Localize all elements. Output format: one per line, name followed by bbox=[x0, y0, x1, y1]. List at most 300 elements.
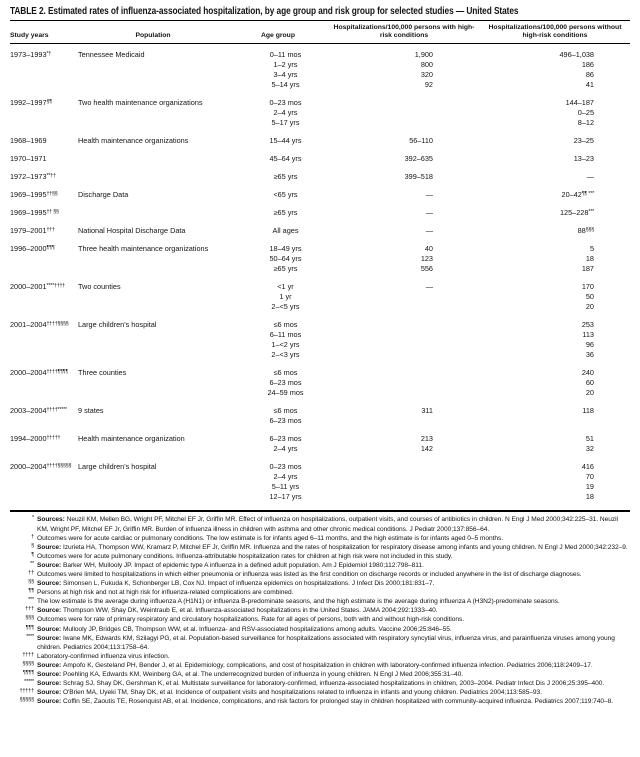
cell-study-years: 1973–1993*† bbox=[10, 50, 52, 60]
footnote-text: Source: Izurieta HA, Thompson WW, Kramarz P, Mitchel EF Jr, Griffin MR. Influenza and the rates of hospitalization for respiratory disease among infants and young children. N Engl J Med 2000;342:232–9. bbox=[37, 543, 628, 551]
footnote-text: Outcomes were limited to hospitalizations in which either pneumonia or influenza was listed as the first condition on discharge records or included anywhere in the list of discharge diagnoses. bbox=[37, 570, 582, 578]
cell-population bbox=[78, 340, 228, 350]
cell-population bbox=[78, 108, 228, 118]
table-row bbox=[10, 482, 630, 492]
cell-age-group: 1–2 yrs bbox=[273, 60, 298, 70]
footnote-marker-ref: ††††¶¶¶¶ bbox=[46, 369, 69, 376]
cell-age-group: 0–23 mos bbox=[269, 98, 302, 108]
cell-population bbox=[78, 378, 228, 388]
table-row bbox=[10, 472, 630, 482]
footnote-marker: ¶¶¶ bbox=[25, 624, 34, 631]
cell-population: Discharge Data bbox=[78, 190, 129, 200]
cell-rate-without-high-risk: 20 bbox=[585, 302, 594, 312]
cell-study-years: 2003–2004††††***** bbox=[10, 406, 67, 416]
cell-population: Large children's hospital bbox=[78, 320, 157, 330]
footnote-marker: §§§§ bbox=[22, 660, 34, 667]
footnote-marker: § bbox=[31, 542, 34, 549]
cell-rate-without-high-risk: 0–25 bbox=[577, 108, 594, 118]
footnote-text: Source: Mullooly JP, Bridges CB, Thompson WW, et al. Influenza- and RSV-associated hospitalizations among adults. Vaccine 2006;25:846–55. bbox=[37, 625, 452, 633]
cell-study-years bbox=[10, 264, 78, 274]
footnote-marker: ¶¶ bbox=[28, 588, 34, 595]
cell-study-years bbox=[10, 340, 78, 350]
cell-rate-without-high-risk: 20–42¶¶ *** bbox=[561, 190, 594, 200]
cell-study-years bbox=[10, 482, 78, 492]
cell-age-group: ≥65 yrs bbox=[273, 172, 298, 182]
cell-rate-without-high-risk: 20 bbox=[585, 388, 594, 398]
cell-age-group: 1 yr bbox=[279, 292, 292, 302]
cell-rate-high-risk bbox=[343, 118, 473, 128]
cell-age-group: 3–4 yrs bbox=[273, 70, 298, 80]
table-row bbox=[10, 350, 630, 360]
footnote bbox=[10, 588, 630, 597]
table-row bbox=[10, 60, 630, 70]
footnote-marker-ref: *† bbox=[46, 51, 52, 58]
cell-age-group: 1–<2 yrs bbox=[271, 340, 300, 350]
cell-rate-high-risk bbox=[343, 340, 473, 350]
cell-rate-without-high-risk: 88§§§ bbox=[577, 226, 594, 236]
cell-population bbox=[78, 350, 228, 360]
cell-rate-without-high-risk: 240 bbox=[581, 368, 594, 378]
footnote bbox=[10, 552, 630, 561]
cell-rate-high-risk bbox=[343, 462, 473, 472]
cell-rate-high-risk: 123 bbox=[420, 254, 433, 264]
cell-study-years bbox=[10, 254, 78, 264]
footnote-text: Source: O'Brien MA, Uyeki TM, Shay DK, et al. Incidence of outpatient visits and hospitalizations related to influenza in infants and young children. Pediatrics 2004;113:585–93. bbox=[37, 689, 542, 697]
cell-age-group: ≤6 mos bbox=[273, 406, 298, 416]
table-row bbox=[10, 340, 630, 350]
cell-rate-high-risk bbox=[343, 388, 473, 398]
study-group bbox=[10, 320, 630, 360]
header-rate-high-risk: Hospitalizations/100,000 persons with high-risk conditions bbox=[333, 24, 475, 40]
cell-study-years: 1970–1971 bbox=[10, 154, 47, 164]
table-row bbox=[10, 244, 630, 254]
table-title: TABLE 2. Estimated rates of influenza-associated hospitalization, by age group and risk group for selected studies — United States bbox=[10, 6, 519, 17]
footnotes bbox=[10, 515, 630, 706]
cell-age-group: 2–4 yrs bbox=[273, 108, 298, 118]
cell-population bbox=[78, 472, 228, 482]
cell-population bbox=[78, 292, 228, 302]
cell-rate-high-risk: 311 bbox=[421, 406, 433, 416]
cell-age-group: 6–23 mos bbox=[269, 416, 302, 426]
cell-population bbox=[78, 492, 228, 502]
cell-rate-without-high-risk: 416 bbox=[581, 462, 594, 472]
cell-rate-without-high-risk: 496–1,038 bbox=[559, 50, 594, 60]
cell-population: Two counties bbox=[78, 282, 121, 292]
cell-rate-high-risk bbox=[343, 368, 473, 378]
cell-study-years bbox=[10, 350, 78, 360]
cell-rate-high-risk bbox=[343, 472, 473, 482]
footnote-marker-ref: §§§ bbox=[585, 227, 594, 234]
footnote-text: Source: Schrag SJ, Shay DK, Gershman K, et al. Multistate surveillance for laboratory-confirmed, influenza-associated hospitalizations in children, 2003–2004. Pediatr Infect Dis J 2006;25:395–400. bbox=[37, 680, 605, 688]
cell-population bbox=[78, 70, 228, 80]
table-row bbox=[10, 136, 630, 146]
cell-rate-high-risk: 556 bbox=[420, 264, 433, 274]
cell-rate-without-high-risk: 8–12 bbox=[577, 118, 594, 128]
cell-rate-without-high-risk: 113 bbox=[582, 330, 594, 340]
cell-age-group: 5–14 yrs bbox=[271, 80, 300, 90]
footnote bbox=[10, 688, 630, 697]
cell-rate-high-risk: 399–518 bbox=[404, 172, 433, 182]
cell-rate-without-high-risk: 51 bbox=[585, 434, 594, 444]
cell-study-years: 1994–2000††††† bbox=[10, 434, 61, 444]
cell-age-group: 45–64 yrs bbox=[269, 154, 302, 164]
cell-study-years: 1979–2001††† bbox=[10, 226, 55, 236]
cell-rate-without-high-risk: 50 bbox=[585, 292, 594, 302]
cell-rate-without-high-risk: 144–187 bbox=[565, 98, 594, 108]
footnote bbox=[10, 534, 630, 543]
cell-age-group: 15–44 yrs bbox=[269, 136, 302, 146]
footnote-marker: *** bbox=[28, 597, 34, 604]
cell-rate-high-risk: 320 bbox=[420, 70, 433, 80]
cell-age-group: ≤6 mos bbox=[273, 368, 298, 378]
cell-study-years: 1996–2000¶¶¶ bbox=[10, 244, 55, 254]
cell-study-years bbox=[10, 118, 78, 128]
cell-population bbox=[78, 80, 228, 90]
cell-population bbox=[78, 482, 228, 492]
cell-rate-without-high-risk: 13–23 bbox=[573, 154, 594, 164]
footnote-marker: ***** bbox=[24, 679, 34, 686]
header-age-group: Age group bbox=[261, 32, 295, 40]
cell-study-years: 1969–1995††§§ bbox=[10, 190, 58, 200]
footnote-text: Persons at high risk and not at high risk for influenza-related complications are combined. bbox=[37, 589, 294, 597]
cell-study-years: 2001–2004††††§§§§ bbox=[10, 320, 69, 330]
footnote-text: Source: Thompson WW, Shay DK, Weintraub E, et al. Influenza-associated hospitalizations in the United States. JAMA 2004;292:1333–40. bbox=[37, 607, 438, 615]
cell-rate-without-high-risk: 5 bbox=[589, 244, 594, 254]
cell-study-years bbox=[10, 70, 78, 80]
footnote bbox=[10, 543, 630, 552]
cell-study-years bbox=[10, 378, 78, 388]
table-row bbox=[10, 406, 630, 416]
study-group bbox=[10, 172, 630, 182]
cell-rate-high-risk bbox=[343, 492, 473, 502]
cell-age-group: <1 yr bbox=[277, 282, 294, 292]
cell-population: Three health maintenance organizations bbox=[78, 244, 209, 254]
footnote-text: Source: Ampofo K, Gesteland PH, Bender J, et al. Epidemiology, complications, and cost of hospitalization in children with laboratory-confirmed influenza infection. Pediatrics 2006;118:2409–17. bbox=[37, 661, 593, 669]
cell-population bbox=[78, 254, 228, 264]
footnote-marker-ref: **†† bbox=[46, 173, 56, 180]
footnote bbox=[10, 634, 630, 652]
footnote bbox=[10, 561, 630, 570]
footnote-marker: §§ bbox=[28, 579, 34, 586]
cell-study-years: 1992–1997§¶ bbox=[10, 98, 52, 108]
footnote-rule bbox=[10, 510, 630, 512]
study-group bbox=[10, 406, 630, 426]
cell-age-group: 18–49 yrs bbox=[269, 244, 302, 254]
footnote-marker: * bbox=[32, 515, 34, 522]
cell-rate-high-risk: 142 bbox=[420, 444, 433, 454]
table-row bbox=[10, 282, 630, 292]
cell-age-group: 2–<5 yrs bbox=[271, 302, 300, 312]
cell-population bbox=[78, 330, 228, 340]
footnote-text: Source: Barker WH, Mullooly JP. Impact of epidemic type A influenza in a defined adult population. Am J Epidemiol 1980;112:798–811. bbox=[37, 561, 424, 569]
table-row bbox=[10, 292, 630, 302]
footnote-marker-ref: ††§§ bbox=[46, 191, 58, 198]
cell-age-group: 0–23 mos bbox=[269, 462, 302, 472]
footnote-marker: †††† bbox=[22, 651, 34, 658]
footnote-marker-ref: ††††***** bbox=[46, 407, 67, 414]
footnote-marker: ** bbox=[30, 560, 34, 567]
footnote bbox=[10, 570, 630, 579]
footnote-marker-ref: §¶ bbox=[46, 99, 52, 106]
footnote-marker: ¶¶¶¶ bbox=[22, 670, 34, 676]
cell-rate-without-high-risk: 60 bbox=[585, 378, 594, 388]
cell-study-years bbox=[10, 60, 78, 70]
study-group bbox=[10, 282, 630, 312]
footnote bbox=[10, 625, 630, 634]
cell-rate-high-risk: 56–110 bbox=[409, 136, 433, 146]
cell-population bbox=[78, 416, 228, 426]
cell-age-group: 50–64 yrs bbox=[269, 254, 302, 264]
study-group bbox=[10, 50, 630, 90]
cell-age-group: 5–17 yrs bbox=[271, 118, 300, 128]
footnote bbox=[10, 579, 630, 588]
cell-rate-without-high-risk: 125–228*** bbox=[559, 208, 594, 218]
cell-rate-high-risk bbox=[343, 350, 473, 360]
footnote-marker: †† bbox=[28, 569, 34, 576]
cell-rate-high-risk bbox=[343, 320, 473, 330]
footnote-marker: §§§ bbox=[25, 615, 34, 622]
cell-age-group: 2–4 yrs bbox=[273, 472, 298, 482]
cell-age-group: 6–11 mos bbox=[269, 330, 302, 340]
table-row bbox=[10, 264, 630, 274]
footnote bbox=[10, 652, 630, 661]
table-row bbox=[10, 388, 630, 398]
footnote-marker: † bbox=[31, 533, 34, 540]
cell-rate-high-risk bbox=[343, 416, 473, 426]
footnote bbox=[10, 670, 630, 679]
cell-population bbox=[78, 444, 228, 454]
footnote-text: Outcomes were for acute pulmonary conditions. Influenza-attributable hospitalization rates for children at high risk were not included in this study. bbox=[37, 552, 453, 560]
table-row bbox=[10, 98, 630, 108]
footnote-marker-ref: ****†††† bbox=[46, 283, 65, 290]
cell-rate-without-high-risk: 41 bbox=[585, 80, 594, 90]
cell-age-group: 2–4 yrs bbox=[273, 444, 298, 454]
footnote-marker: ¶ bbox=[31, 551, 34, 558]
cell-rate-without-high-risk: 118 bbox=[582, 406, 594, 416]
cell-rate-without-high-risk: — bbox=[586, 172, 594, 182]
cell-rate-high-risk bbox=[343, 302, 473, 312]
study-group bbox=[10, 190, 630, 200]
cell-rate-high-risk: 800 bbox=[420, 60, 433, 70]
footnote-marker-ref: ††† bbox=[46, 227, 55, 234]
table-row bbox=[10, 226, 630, 236]
footnote-text: Source: Iwane MK, Edwards KM, Szilagyi PG, et al. Population-based surveillance for hospitalizations associated with respiratory syncytial virus, influenza virus, and parainfluenza viruses among young children. Pediatrics 2004;113:1758–64. bbox=[37, 634, 615, 651]
cell-rate-high-risk bbox=[343, 330, 473, 340]
cell-rate-high-risk: 1,900 bbox=[414, 50, 433, 60]
footnote-marker: **** bbox=[26, 633, 34, 640]
cell-rate-without-high-risk: 18 bbox=[585, 254, 594, 264]
table-row bbox=[10, 302, 630, 312]
cell-rate-without-high-risk: 186 bbox=[581, 60, 594, 70]
table-row bbox=[10, 208, 630, 218]
cell-age-group: 12–17 yrs bbox=[269, 492, 302, 502]
cell-population: Two health maintenance organizations bbox=[78, 98, 203, 108]
footnote-marker-ref: ¶¶ *** bbox=[581, 191, 594, 198]
cell-study-years bbox=[10, 472, 78, 482]
footnote-text: Sources: Neuzil KM, Mellen BG, Wright PF, Mitchel EF Jr, Griffin MR. Effect of influenza on hospitalizations, outpatient visits, and courses of antibiotics in children. N Engl J Med 2000;342:225–31. Neuzil KM, Wright PF, Mitchel EF Jr, Griffin MR. Burden of influenza illness in children with asthma and other chronic medical conditions. J Pediatr 2000;137:856–64. bbox=[37, 516, 618, 533]
footnote bbox=[10, 597, 630, 606]
footnote bbox=[10, 615, 630, 624]
table-row bbox=[10, 172, 630, 182]
table-header-row bbox=[10, 21, 630, 43]
cell-rate-high-risk: 392–635 bbox=[404, 154, 433, 164]
table-row bbox=[10, 118, 630, 128]
cell-study-years bbox=[10, 492, 78, 502]
table-row bbox=[10, 330, 630, 340]
cell-population: National Hospital Discharge Data bbox=[78, 226, 186, 236]
table-row bbox=[10, 154, 630, 164]
cell-population bbox=[78, 208, 228, 218]
study-group bbox=[10, 368, 630, 398]
footnote-marker-ref: ††††§§§§§ bbox=[46, 463, 72, 470]
cell-age-group: All ages bbox=[272, 226, 299, 236]
study-group bbox=[10, 154, 630, 164]
cell-rate-high-risk: — bbox=[425, 282, 433, 292]
cell-rate-high-risk bbox=[343, 482, 473, 492]
cell-population: Health maintenance organization bbox=[78, 434, 185, 444]
cell-population bbox=[78, 302, 228, 312]
cell-population: Large children's hospital bbox=[78, 462, 157, 472]
cell-rate-high-risk bbox=[343, 378, 473, 388]
cell-study-years bbox=[10, 302, 78, 312]
table-row bbox=[10, 80, 630, 90]
cell-rate-without-high-risk: 36 bbox=[585, 350, 594, 360]
table-row bbox=[10, 444, 630, 454]
table-body bbox=[10, 44, 630, 502]
cell-population bbox=[78, 154, 228, 164]
cell-study-years: 2000–2001****†††† bbox=[10, 282, 65, 292]
cell-population bbox=[78, 60, 228, 70]
cell-rate-high-risk: 40 bbox=[424, 244, 433, 254]
study-group bbox=[10, 98, 630, 128]
cell-rate-without-high-risk: 18 bbox=[585, 492, 594, 502]
cell-age-group: 5–11 yrs bbox=[271, 482, 300, 492]
footnote-marker: ††††† bbox=[19, 688, 34, 695]
cell-study-years: 1968–1969 bbox=[10, 136, 47, 146]
cell-rate-without-high-risk bbox=[473, 416, 630, 426]
header-population: Population bbox=[135, 32, 171, 40]
footnote-marker-ref: ††††§§§§ bbox=[46, 321, 69, 328]
cell-age-group: ≥65 yrs bbox=[273, 264, 298, 274]
footnote-text: Source: Simonsen L, Fukuda K, Schonberger LB, Cox NJ. Impact of influenza epidemics on hospitalizations. J Infect Dis 2000;181:831–7. bbox=[37, 580, 435, 588]
footnote-marker-ref: †† §§ bbox=[46, 209, 59, 216]
cell-rate-without-high-risk: 19 bbox=[585, 482, 594, 492]
cell-population: Three counties bbox=[78, 368, 127, 378]
study-group bbox=[10, 136, 630, 146]
cell-rate-high-risk: — bbox=[425, 226, 433, 236]
cell-study-years: 1972–1973**†† bbox=[10, 172, 56, 182]
footnote-marker-ref: *** bbox=[588, 209, 594, 216]
footnote-marker: §§§§§ bbox=[19, 697, 34, 704]
header-rate-without-high-risk: Hospitalizations/100,000 persons without high-risk conditions bbox=[488, 24, 622, 40]
table-row bbox=[10, 70, 630, 80]
table-row bbox=[10, 190, 630, 200]
table-row bbox=[10, 378, 630, 388]
footnote-text: The low estimate is the average during influenza A (H1N1) or influenza B-predominate seasons, and the high estimate is the average during influenza A (H3N2)-predominate seasons. bbox=[37, 598, 560, 606]
cell-rate-without-high-risk: 32 bbox=[585, 444, 594, 454]
footnote bbox=[10, 606, 630, 615]
cell-population bbox=[78, 118, 228, 128]
footnote-marker-ref: ††††† bbox=[46, 435, 61, 442]
footnote bbox=[10, 679, 630, 688]
table-row bbox=[10, 320, 630, 330]
cell-study-years: 1969–1995†† §§ bbox=[10, 208, 59, 218]
cell-study-years bbox=[10, 444, 78, 454]
cell-rate-without-high-risk: 170 bbox=[581, 282, 594, 292]
cell-study-years: 2000–2004††††§§§§§ bbox=[10, 462, 72, 472]
cell-rate-high-risk bbox=[343, 292, 473, 302]
table-row bbox=[10, 416, 630, 426]
cell-rate-without-high-risk: 96 bbox=[585, 340, 594, 350]
cell-rate-without-high-risk: 187 bbox=[581, 264, 594, 274]
footnote-text: Outcomes were for acute cardiac or pulmonary conditions. The low estimate is for infants aged 6–11 months, and the high estimate is for infants aged 0–5 months. bbox=[37, 534, 504, 542]
cell-rate-high-risk: 92 bbox=[424, 80, 433, 90]
cell-study-years bbox=[10, 108, 78, 118]
cell-age-group: 6–23 mos bbox=[269, 434, 302, 444]
cell-rate-without-high-risk: 70 bbox=[585, 472, 594, 482]
cell-population: Tennessee Medicaid bbox=[78, 50, 145, 60]
table-row bbox=[10, 492, 630, 502]
cell-study-years: 2000–2004††††¶¶¶¶ bbox=[10, 368, 69, 378]
footnote-text: Source: Poehling KA, Edwards KM, Weinberg GA, et al. The underrecognized burden of influenza in young children. N Engl J Med 2006;355:31–40. bbox=[37, 671, 464, 678]
cell-population bbox=[78, 388, 228, 398]
cell-population: 9 states bbox=[78, 406, 104, 416]
study-group bbox=[10, 462, 630, 502]
cell-rate-without-high-risk: 23–25 bbox=[573, 136, 594, 146]
table-row bbox=[10, 368, 630, 378]
cell-rate-without-high-risk: 86 bbox=[585, 70, 594, 80]
footnote bbox=[10, 515, 630, 533]
footnote bbox=[10, 661, 630, 670]
study-group bbox=[10, 226, 630, 236]
cell-age-group: <65 yrs bbox=[273, 190, 298, 200]
table-row bbox=[10, 50, 630, 60]
cell-age-group: ≥65 yrs bbox=[273, 208, 298, 218]
cell-rate-high-risk: — bbox=[425, 208, 433, 218]
cell-age-group: 6–23 mos bbox=[269, 378, 302, 388]
footnote-marker: ††† bbox=[25, 606, 34, 613]
cell-study-years bbox=[10, 330, 78, 340]
cell-rate-without-high-risk: 253 bbox=[581, 320, 594, 330]
table-row bbox=[10, 462, 630, 472]
cell-population bbox=[78, 172, 228, 182]
cell-study-years bbox=[10, 80, 78, 90]
cell-rate-high-risk: — bbox=[425, 190, 433, 200]
cell-age-group: 2–<3 yrs bbox=[271, 350, 300, 360]
footnote-text: Source: Coffin SE, Zaoutis TE, Rosenquist AB, et al. Incidence, complications, and risk factors for prolonged stay in children hospitalized with community-acquired influenza. Pediatrics 2007;119:740–8. bbox=[37, 698, 614, 706]
cell-age-group: 0–11 mos bbox=[269, 50, 302, 60]
footnote-text: Laboratory-confirmed influenza virus infection. bbox=[37, 652, 170, 660]
cell-rate-high-risk bbox=[343, 98, 473, 108]
cell-age-group: 24–59 mos bbox=[267, 388, 304, 398]
cell-age-group: ≤6 mos bbox=[273, 320, 298, 330]
cell-population: Health maintenance organizations bbox=[78, 136, 189, 146]
footnote bbox=[10, 697, 630, 706]
table-row bbox=[10, 254, 630, 264]
study-group bbox=[10, 208, 630, 218]
cell-population bbox=[78, 264, 228, 274]
cell-study-years bbox=[10, 416, 78, 426]
table-row bbox=[10, 108, 630, 118]
header-study-years: Study years bbox=[10, 32, 49, 40]
footnote-marker-ref: ¶¶¶ bbox=[46, 245, 55, 252]
footnote-text: Outcomes were for rate of primary respiratory and circulatory hospitalizations. Rate for all ages of persons, both with and without high-risk conditions. bbox=[37, 616, 465, 624]
cell-study-years bbox=[10, 292, 78, 302]
cell-study-years bbox=[10, 388, 78, 398]
cell-rate-high-risk: 213 bbox=[420, 434, 433, 444]
study-group bbox=[10, 244, 630, 274]
study-group bbox=[10, 434, 630, 454]
